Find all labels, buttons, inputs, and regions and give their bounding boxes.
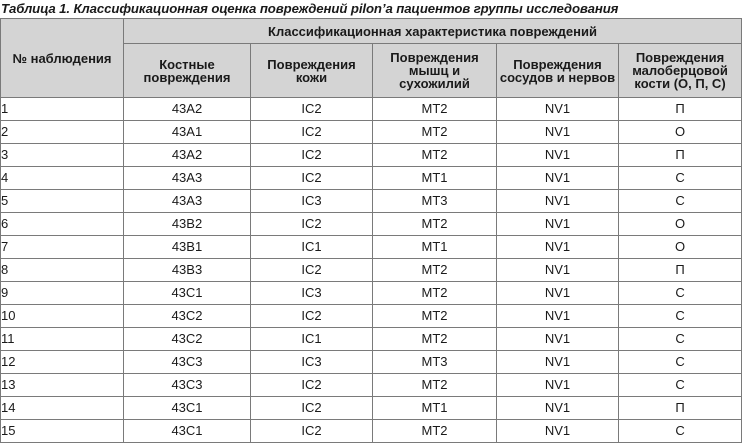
bone-injury-cell: 43C1 <box>124 397 251 420</box>
muscle-tendon-cell: MT2 <box>373 144 497 167</box>
muscle-tendon-cell: MT2 <box>373 374 497 397</box>
observation-number-cell: 5 <box>1 190 124 213</box>
bone-injury-cell: 43B2 <box>124 213 251 236</box>
header-classification-group: Классификационная характеристика повреждений <box>124 19 742 44</box>
skin-injury-cell: IC2 <box>251 259 373 282</box>
header-skin-injuries: Повреждения кожи <box>251 44 373 98</box>
observation-number-cell: 4 <box>1 167 124 190</box>
bone-injury-cell: 43C3 <box>124 351 251 374</box>
observation-number-cell: 1 <box>1 98 124 121</box>
muscle-tendon-cell: MT3 <box>373 190 497 213</box>
fibula-cell: С <box>619 167 742 190</box>
table-caption: Таблица 1. Классификационная оценка повреждений pilon’а пациентов группы исследования <box>1 1 619 16</box>
classification-table <box>0 18 742 443</box>
bone-injury-cell: 43B1 <box>124 236 251 259</box>
vessel-nerve-cell: NV1 <box>497 144 619 167</box>
skin-injury-cell: IC2 <box>251 374 373 397</box>
bone-injury-cell: 43A2 <box>124 144 251 167</box>
table-row <box>1 259 742 282</box>
bone-injury-cell: 43C2 <box>124 328 251 351</box>
vessel-nerve-cell: NV1 <box>497 236 619 259</box>
table-row <box>1 190 742 213</box>
vessel-nerve-cell: NV1 <box>497 305 619 328</box>
observation-number-cell: 9 <box>1 282 124 305</box>
table-row <box>1 282 742 305</box>
table-row <box>1 236 742 259</box>
vessel-nerve-cell: NV1 <box>497 397 619 420</box>
bone-injury-cell: 43C2 <box>124 305 251 328</box>
muscle-tendon-cell: MT2 <box>373 328 497 351</box>
skin-injury-cell: IC2 <box>251 144 373 167</box>
bone-injury-cell: 43A3 <box>124 190 251 213</box>
vessel-nerve-cell: NV1 <box>497 328 619 351</box>
muscle-tendon-cell: MT3 <box>373 351 497 374</box>
fibula-cell: П <box>619 144 742 167</box>
table-row <box>1 420 742 443</box>
observation-number-cell: 2 <box>1 121 124 144</box>
table-row <box>1 397 742 420</box>
table-row <box>1 121 742 144</box>
fibula-cell: О <box>619 121 742 144</box>
header-muscle-tendon-injuries: Повреждения мышц и сухожилий <box>373 44 497 98</box>
table-row <box>1 144 742 167</box>
skin-injury-cell: IC3 <box>251 190 373 213</box>
table-row <box>1 328 742 351</box>
table-body <box>1 98 742 443</box>
skin-injury-cell: IC2 <box>251 305 373 328</box>
table-row <box>1 305 742 328</box>
vessel-nerve-cell: NV1 <box>497 121 619 144</box>
vessel-nerve-cell: NV1 <box>497 167 619 190</box>
muscle-tendon-cell: MT1 <box>373 397 497 420</box>
observation-number-cell: 14 <box>1 397 124 420</box>
muscle-tendon-cell: MT2 <box>373 121 497 144</box>
bone-injury-cell: 43A2 <box>124 98 251 121</box>
fibula-cell: С <box>619 351 742 374</box>
observation-number-cell: 15 <box>1 420 124 443</box>
table-row <box>1 98 742 121</box>
muscle-tendon-cell: MT2 <box>373 213 497 236</box>
skin-injury-cell: IC1 <box>251 328 373 351</box>
muscle-tendon-cell: MT2 <box>373 282 497 305</box>
vessel-nerve-cell: NV1 <box>497 213 619 236</box>
fibula-cell: С <box>619 305 742 328</box>
skin-injury-cell: IC2 <box>251 213 373 236</box>
table-row <box>1 167 742 190</box>
bone-injury-cell: 43A1 <box>124 121 251 144</box>
table-row <box>1 351 742 374</box>
vessel-nerve-cell: NV1 <box>497 351 619 374</box>
header-fibula-injuries: Повреждения малоберцовой кости (О, П, С) <box>619 44 742 98</box>
skin-injury-cell: IC2 <box>251 420 373 443</box>
vessel-nerve-cell: NV1 <box>497 259 619 282</box>
vessel-nerve-cell: NV1 <box>497 374 619 397</box>
observation-number-cell: 8 <box>1 259 124 282</box>
fibula-cell: С <box>619 420 742 443</box>
skin-injury-cell: IC3 <box>251 282 373 305</box>
skin-injury-cell: IC1 <box>251 236 373 259</box>
observation-number-cell: 7 <box>1 236 124 259</box>
fibula-cell: О <box>619 236 742 259</box>
fibula-cell: П <box>619 397 742 420</box>
skin-injury-cell: IC3 <box>251 351 373 374</box>
bone-injury-cell: 43C1 <box>124 420 251 443</box>
bone-injury-cell: 43A3 <box>124 167 251 190</box>
muscle-tendon-cell: MT2 <box>373 98 497 121</box>
skin-injury-cell: IC2 <box>251 397 373 420</box>
observation-number-cell: 6 <box>1 213 124 236</box>
muscle-tendon-cell: MT2 <box>373 259 497 282</box>
vessel-nerve-cell: NV1 <box>497 98 619 121</box>
observation-number-cell: 13 <box>1 374 124 397</box>
muscle-tendon-cell: MT1 <box>373 167 497 190</box>
skin-injury-cell: IC2 <box>251 121 373 144</box>
vessel-nerve-cell: NV1 <box>497 190 619 213</box>
vessel-nerve-cell: NV1 <box>497 282 619 305</box>
header-observation-number: № наблюдения <box>1 19 124 98</box>
table-row <box>1 213 742 236</box>
bone-injury-cell: 43C3 <box>124 374 251 397</box>
fibula-cell: С <box>619 328 742 351</box>
fibula-cell: С <box>619 190 742 213</box>
skin-injury-cell: IC2 <box>251 167 373 190</box>
observation-number-cell: 12 <box>1 351 124 374</box>
fibula-cell: С <box>619 282 742 305</box>
bone-injury-cell: 43C1 <box>124 282 251 305</box>
muscle-tendon-cell: MT1 <box>373 236 497 259</box>
fibula-cell: О <box>619 213 742 236</box>
header-bone-injuries: Костные повреждения <box>124 44 251 98</box>
fibula-cell: П <box>619 259 742 282</box>
fibula-cell: П <box>619 98 742 121</box>
bone-injury-cell: 43B3 <box>124 259 251 282</box>
header-vessel-nerve-injuries: Повреждения сосудов и нервов <box>497 44 619 98</box>
observation-number-cell: 3 <box>1 144 124 167</box>
table-row <box>1 374 742 397</box>
vessel-nerve-cell: NV1 <box>497 420 619 443</box>
observation-number-cell: 10 <box>1 305 124 328</box>
observation-number-cell: 11 <box>1 328 124 351</box>
muscle-tendon-cell: MT2 <box>373 305 497 328</box>
fibula-cell: С <box>619 374 742 397</box>
skin-injury-cell: IC2 <box>251 98 373 121</box>
muscle-tendon-cell: MT2 <box>373 420 497 443</box>
